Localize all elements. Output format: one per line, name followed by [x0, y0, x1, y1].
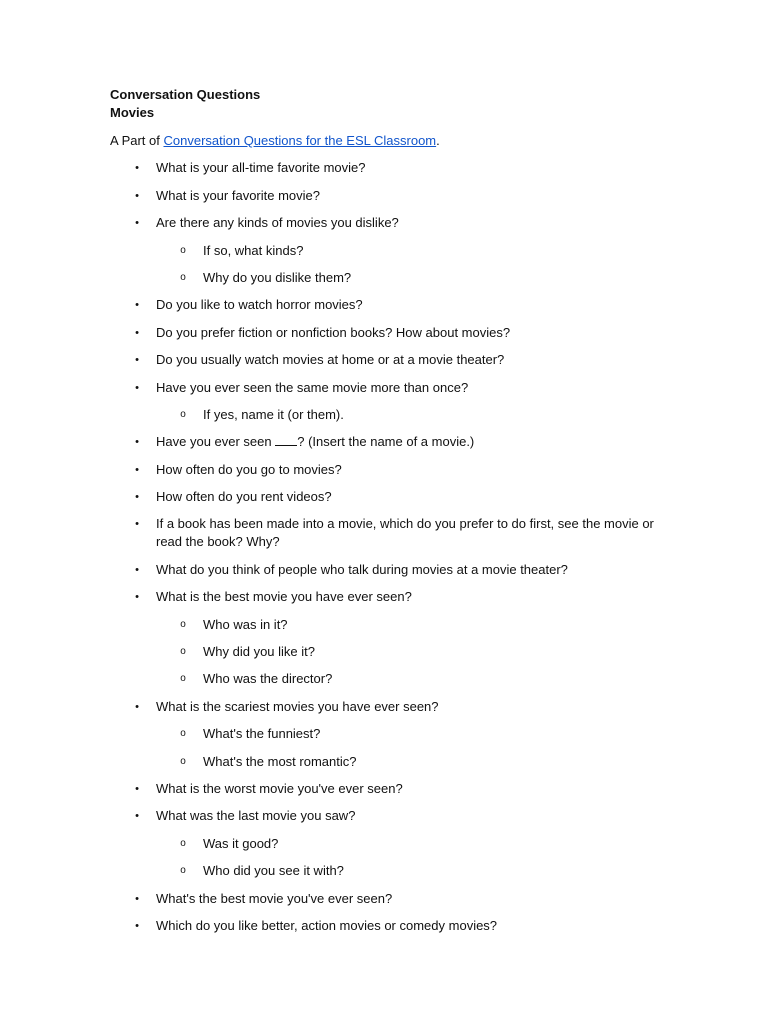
sub-question-item — [110, 725, 670, 743]
question-text: If so, what kinds? — [203, 242, 304, 258]
title-line-movies: Movies — [110, 105, 155, 120]
circle-bullet-icon: o — [180, 865, 186, 877]
sub-question-item — [110, 269, 670, 287]
circle-bullet-icon: o — [180, 646, 186, 658]
bullet-icon: • — [135, 217, 139, 230]
question-text: What is your favorite movie? — [156, 187, 321, 203]
question-text: Who was the director? — [203, 671, 333, 687]
question-text: What is the best movie you have ever seen? — [156, 589, 412, 605]
question-text: Why did you like it? — [203, 644, 315, 660]
question-text: Do you like to watch horror movies? — [156, 297, 363, 313]
question-text-before-blank: Have you ever seen — [156, 434, 276, 450]
bullet-icon: • — [135, 782, 139, 795]
question-text: What is your all-time favorite movie? — [156, 160, 366, 176]
sub-question-item — [110, 616, 670, 634]
question-item — [110, 807, 670, 825]
bullet-icon: • — [135, 810, 139, 823]
sub-question-item — [110, 643, 670, 661]
circle-bullet-icon: o — [180, 408, 186, 420]
bullet-icon: • — [135, 463, 139, 476]
question-item — [110, 461, 670, 479]
sub-question-item — [110, 670, 670, 688]
question-text: Do you usually watch movies at home or at a movie theater? — [156, 352, 505, 368]
question-text: Was it good? — [203, 835, 279, 851]
question-text: What is the scariest movies you have ever seen? — [156, 698, 439, 714]
bullet-icon: • — [135, 354, 139, 367]
question-item — [110, 561, 670, 579]
bullet-icon: • — [135, 436, 139, 449]
question-item — [110, 324, 670, 342]
question-text: Have you ever seen the same movie more than once? — [156, 379, 469, 395]
bullet-icon: • — [135, 892, 139, 905]
question-item — [110, 214, 670, 232]
question-text: How often do you go to movies? — [156, 461, 342, 477]
circle-bullet-icon: o — [180, 618, 186, 630]
intro-suffix: . — [436, 133, 440, 148]
sub-question-item — [110, 862, 670, 880]
question-item — [110, 379, 670, 397]
question-text: What's the funniest? — [203, 726, 321, 742]
question-list — [110, 159, 670, 935]
bullet-icon: • — [135, 563, 139, 576]
bullet-icon: • — [135, 491, 139, 504]
question-text: Who was in it? — [203, 616, 288, 632]
intro-line — [110, 132, 670, 150]
question-text: Do you prefer fiction or nonfiction books? How about movies? — [156, 324, 511, 340]
bullet-icon: • — [135, 591, 139, 604]
question-item — [110, 433, 670, 451]
question-item — [110, 351, 670, 369]
question-item — [110, 588, 670, 606]
question-text: What was the last movie you saw? — [156, 808, 356, 824]
question-text: What's the most romantic? — [203, 753, 357, 769]
circle-bullet-icon: o — [180, 837, 186, 849]
sub-question-item — [110, 753, 670, 771]
bullet-icon: • — [135, 326, 139, 339]
question-text: What is the worst movie you've ever seen? — [156, 780, 403, 796]
esl-classroom-link[interactable]: Conversation Questions for the ESL Classroom — [163, 133, 437, 148]
question-item — [110, 296, 670, 314]
question-item — [110, 698, 670, 716]
question-text: Are there any kinds of movies you dislike? — [156, 215, 399, 231]
question-item — [110, 159, 670, 177]
document-page — [110, 86, 670, 935]
question-text: Why do you dislike them? — [203, 269, 352, 285]
question-text: What do you think of people who talk during movies at a movie theater? — [156, 561, 568, 577]
question-text: What's the best movie you've ever seen? — [156, 890, 393, 906]
sub-question-item — [110, 406, 670, 424]
question-text: How often do you rent videos? — [156, 489, 332, 505]
sub-question-item — [110, 835, 670, 853]
bullet-icon: • — [135, 299, 139, 312]
circle-bullet-icon: o — [180, 673, 186, 685]
circle-bullet-icon: o — [180, 755, 186, 767]
question-item — [110, 515, 670, 551]
question-item — [110, 488, 670, 506]
title-line-conversation: Conversation Questions — [110, 87, 261, 102]
bullet-icon: • — [135, 919, 139, 932]
sub-question-item — [110, 242, 670, 260]
document-title — [110, 86, 670, 122]
question-item — [110, 917, 670, 935]
question-text: Which do you like better, action movies or comedy movies? — [156, 917, 498, 933]
bullet-icon: • — [135, 189, 139, 202]
question-text: If yes, name it (or them). — [203, 406, 344, 422]
bullet-icon: • — [135, 700, 139, 713]
circle-bullet-icon: o — [180, 728, 186, 740]
question-text: If a book has been made into a movie, which do you prefer to do first, see the movie or read the book? Why? — [156, 516, 654, 550]
question-text-after-blank: ? (Insert the name of a movie.) — [297, 434, 475, 450]
circle-bullet-icon: o — [180, 271, 186, 283]
bullet-icon: • — [135, 381, 139, 394]
question-item — [110, 780, 670, 798]
fill-in-blank — [275, 433, 297, 446]
bullet-icon: • — [135, 162, 139, 175]
question-item — [110, 187, 670, 205]
intro-prefix: A Part of — [110, 133, 164, 148]
bullet-icon: • — [135, 518, 139, 531]
question-text: Who did you see it with? — [203, 863, 344, 879]
circle-bullet-icon: o — [180, 244, 186, 256]
question-item — [110, 890, 670, 908]
